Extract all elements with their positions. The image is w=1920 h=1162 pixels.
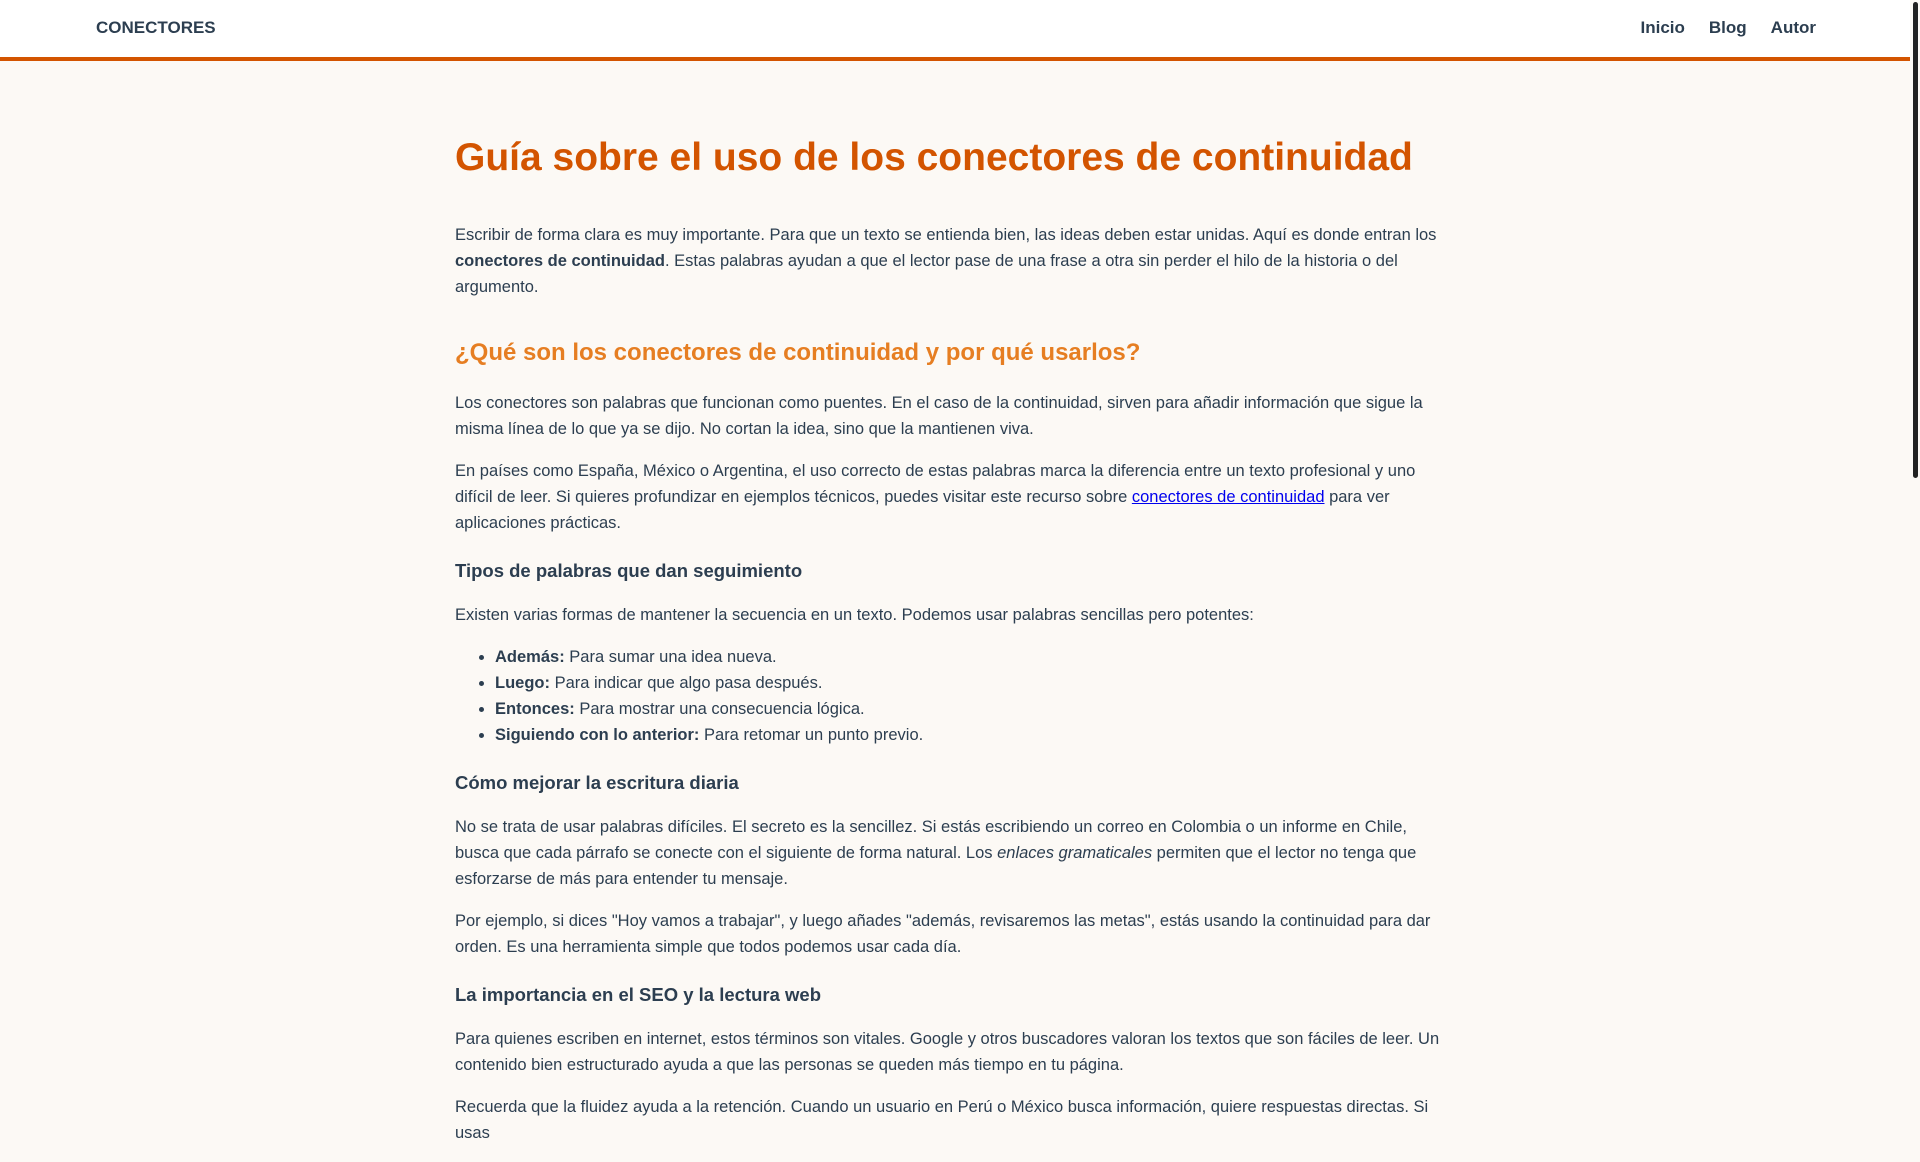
page-title: Guía sobre el uso de los conectores de continuidad [455,136,1413,179]
subheading: La importancia en el SEO y la lectura web [455,984,822,1005]
main-nav [1640,18,1816,38]
nav-autor[interactable]: Autor [1770,18,1816,37]
paragraph [455,814,1455,892]
text: Escribir de forma clara es muy importante. Para que un texto se entienda bien, las ideas deben estar unidas. Aquí es donde entran los [455,226,1437,244]
term: Además: [495,648,565,666]
article [455,108,1455,1162]
subheading: Tipos de palabras que dan seguimiento [455,560,803,581]
desc: Para retomar un punto previo. [699,726,924,744]
scrollbar-thumb[interactable] [1913,2,1918,478]
list-item [495,722,1455,748]
paragraph: Recuerda que la fluidez ayuda a la retención. Cuando un usuario en Perú o México busca información, quiere respuestas directas. Si usas [455,1098,1429,1142]
list-item [495,670,1455,696]
section-heading: ¿Qué son los conectores de continuidad y por qué usarlos? [455,339,1141,366]
list-item [495,696,1455,722]
paragraph: Los conectores son palabras que funcionan como puentes. En el caso de la continuidad, sirven para añadir información que sigue la misma línea de lo que ya se dijo. No cortan la idea, sino que la mantienen viva. [455,394,1423,438]
desc: Para indicar que algo pasa después. [550,674,823,692]
nav-blog[interactable]: Blog [1708,18,1747,37]
brand-logo[interactable]: CONECTORES [96,18,216,37]
term: Siguiendo con lo anterior: [495,726,700,744]
term: Entonces: [495,700,575,718]
intro-paragraph [455,222,1455,300]
text: . Estas palabras ayudan a que el lector pase de una frase a otra sin perder el hilo de la historia o del argumento. [455,252,1398,296]
term: Luego: [495,674,550,692]
conectores-link[interactable]: conectores de continuidad [1131,488,1325,506]
desc: Para mostrar una consecuencia lógica. [574,700,865,718]
italic-text: enlaces gramaticales [997,844,1153,862]
subheading: Cómo mejorar la escritura diaria [455,772,739,793]
connector-list [455,644,1455,748]
bold-text: conectores de continuidad [455,252,665,270]
scrollbar[interactable] [1910,0,1920,1080]
paragraph [455,458,1455,536]
site-header [0,0,1910,61]
text: para ver aplicaciones prácticas. [455,488,1390,532]
text: En países como España, México o Argentina, el uso correcto de estas palabras marca la diferencia entre un texto profesional y uno difícil de leer. Si quieres profundizar en ejemplos técnicos, puedes visitar este recurso sobre [455,462,1416,506]
paragraph: Para quienes escriben en internet, estos términos son vitales. Google y otros buscadores valoran los textos que son fáciles de leer. Un contenido bien estructurado ayuda a que las personas se queden más tiempo en tu página. [455,1030,1440,1074]
text: No se trata de usar palabras difíciles. El secreto es la sencillez. Si estás escribiendo un correo en Colombia o un informe en Chile, busca que cada párrafo se conecte con el siguiente de forma natural. Los [455,818,1407,862]
desc: Para sumar una idea nueva. [564,648,777,666]
paragraph: Por ejemplo, si dices "Hoy vamos a trabajar", y luego añades "además, revisaremos las metas", estás usando la continuidad para dar orden. Es una herramienta simple que todos podemos usar cada día. [455,912,1431,956]
nav-inicio[interactable]: Inicio [1640,18,1685,37]
paragraph: Existen varias formas de mantener la secuencia en un texto. Podemos usar palabras sencillas pero potentes: [455,606,1254,624]
list-item [495,644,1455,670]
text: permiten que el lector no tenga que esforzarse de más para entender tu mensaje. [455,844,1417,888]
